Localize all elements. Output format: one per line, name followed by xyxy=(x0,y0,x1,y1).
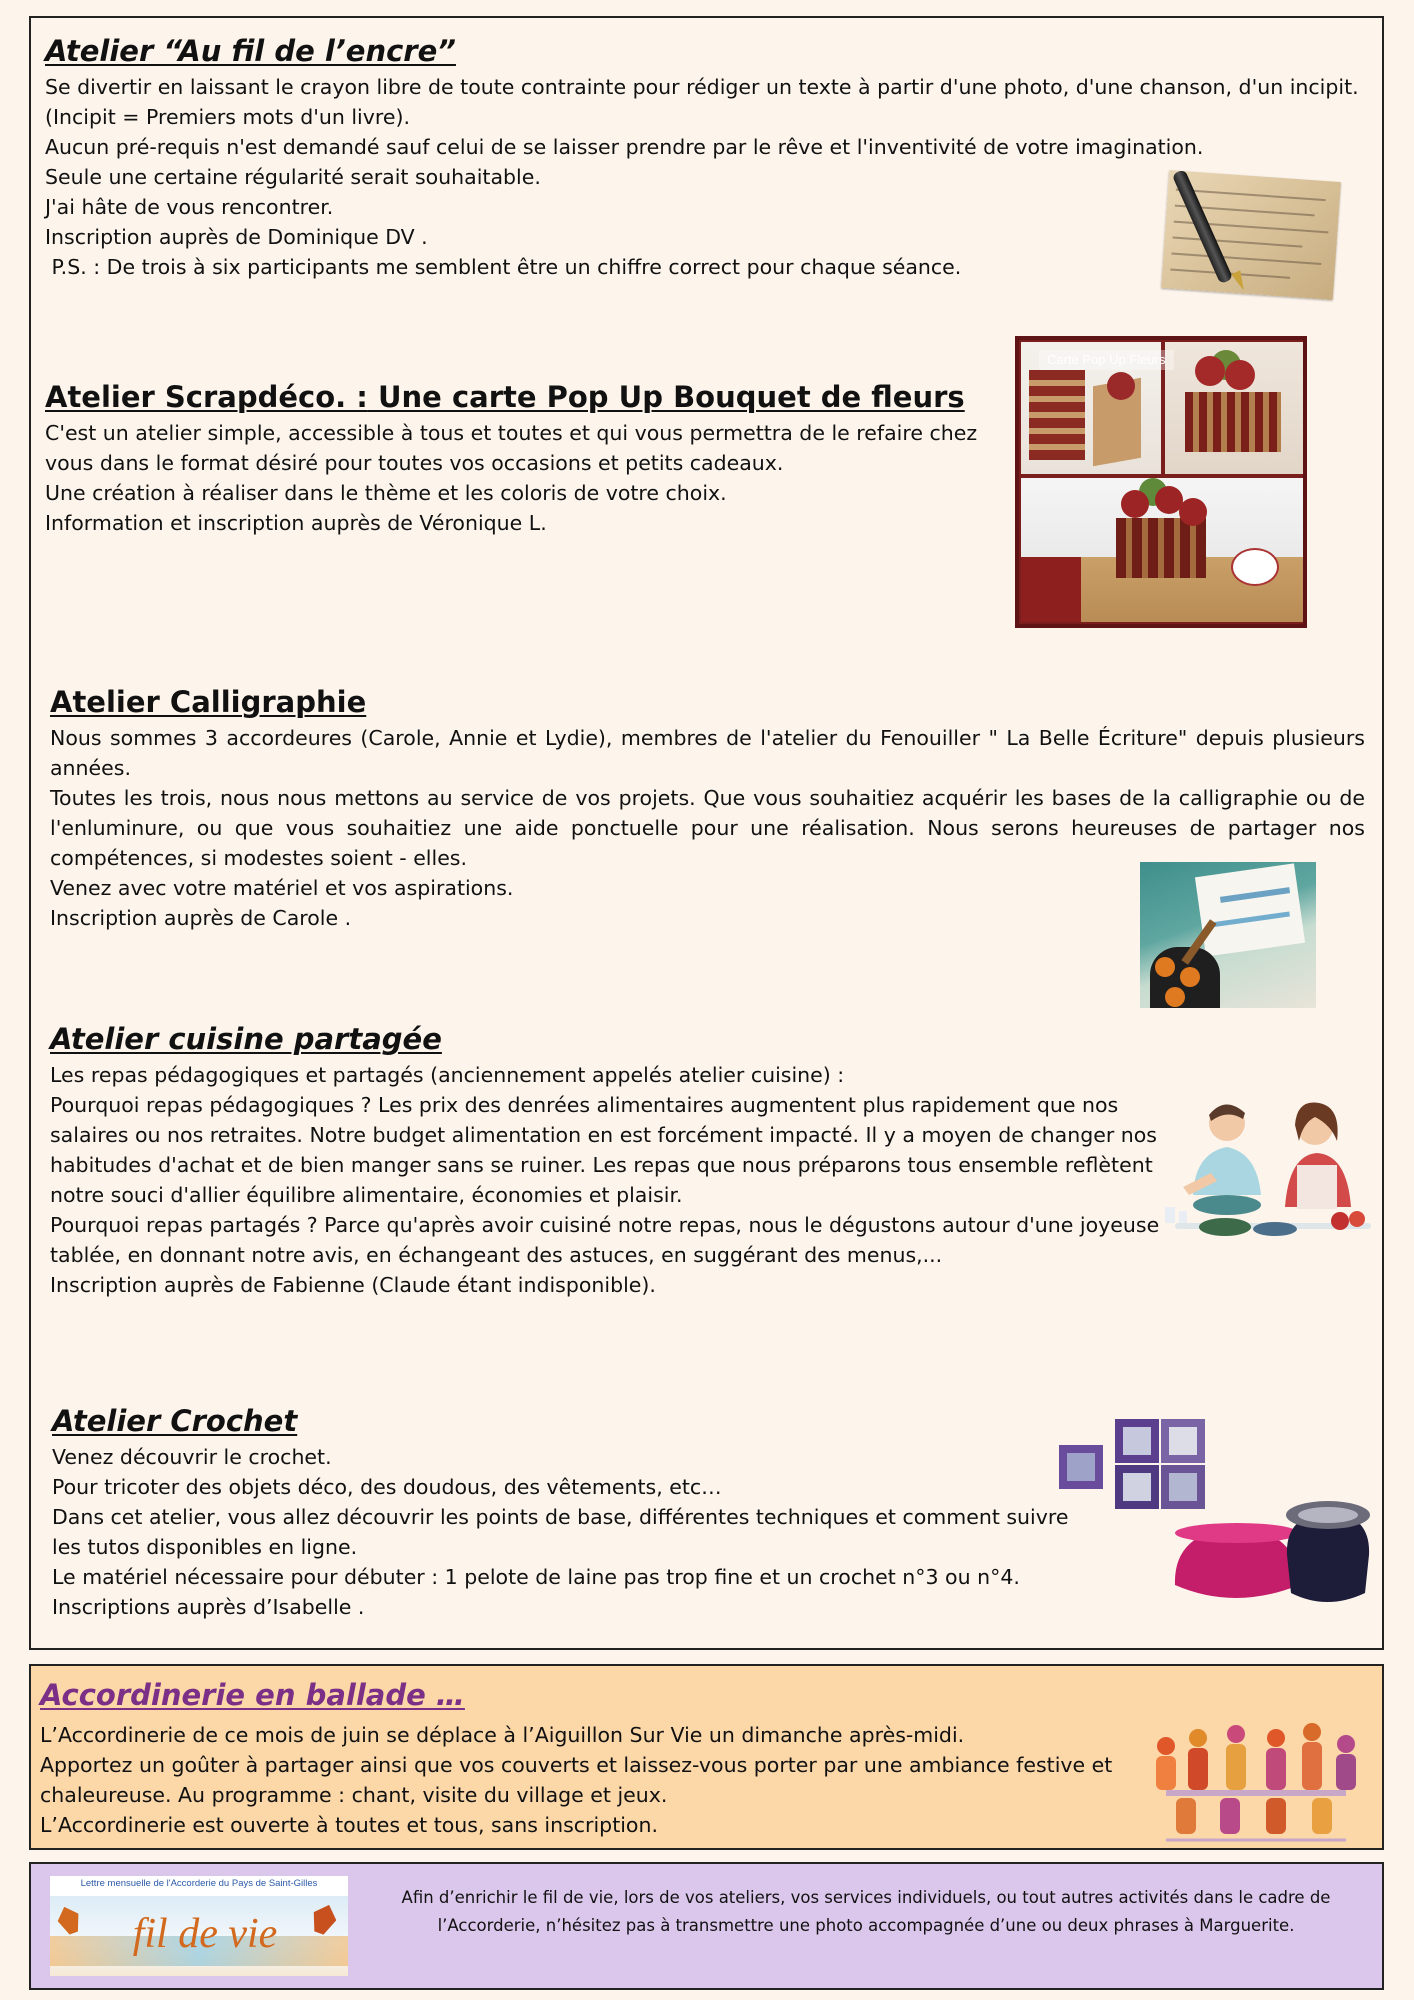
footer-box xyxy=(29,1862,1384,1990)
ballade-line: L’Accordinerie de ce mois de juin se déplace à l’Aiguillon Sur Vie un dimanche après-midi. xyxy=(40,1723,965,1747)
cooking-illustration xyxy=(1165,1095,1377,1255)
crochet-image xyxy=(1055,1415,1377,1615)
atelier-calligraphie-title: Atelier Calligraphie xyxy=(50,685,367,719)
logo-brand: fil de vie xyxy=(132,1911,278,1957)
popup-card-image xyxy=(1015,336,1307,628)
atelier-cuisine-line: notre souci d'allier équilibre alimentaire, économies et plaisir. xyxy=(50,1183,683,1207)
ballade-title: Accordinerie en ballade … xyxy=(40,1678,465,1712)
footer-line: l’Accorderie, n’hésitez pas à transmettre une photo accompagnée d’une ou deux phrases à Marguerite. xyxy=(437,1916,1295,1935)
atelier-scrapdeco-line: Information et inscription auprès de Véronique L. xyxy=(45,511,547,535)
section-atelier-cuisine xyxy=(50,1022,1170,1300)
atelier-cuisine-line: Inscription auprès de Fabienne (Claude étant indisponible). xyxy=(50,1273,656,1297)
atelier-crochet-line: Inscriptions auprès d’Isabelle . xyxy=(52,1595,365,1619)
section-atelier-crochet xyxy=(52,1404,1072,1622)
atelier-scrapdeco-line: C'est un atelier simple, accessible à tous et toutes et qui vous permettra de le refaire chez xyxy=(45,421,978,445)
ballade-box xyxy=(29,1664,1384,1850)
atelier-encre-line: Seule une certaine régularité serait souhaitable. xyxy=(45,165,541,189)
atelier-scrapdeco-title xyxy=(45,380,995,414)
atelier-calligraphie-paragraph: Toutes les trois, nous nous mettons au service de vos projets. Que vous souhaitiez acquérir les bases de la calligraphie ou de l'enluminure, ou que vous souhaitiez une aide ponctuelle pour une réalisation. Nous serons heureuses de partager nos compétences, si modestes soient - elles. xyxy=(50,786,1365,870)
atelier-encre-title: Atelier “Au fil de l’encre” xyxy=(45,34,456,68)
atelier-cuisine-title: Atelier cuisine partagée xyxy=(50,1022,442,1056)
atelier-scrapdeco-title-underlined: Atelier Scrapdéco. : xyxy=(45,380,368,414)
atelier-cuisine-line: salaires ou nos retraites. Notre budget alimentation en est forcément impacté. Il y a moyen de changer nos xyxy=(50,1123,1157,1147)
atelier-cuisine-line: tablée, en donnant notre avis, en échangeant des astuces, en suggérant des menus,... xyxy=(50,1243,943,1267)
atelier-encre-line: J'ai hâte de vous rencontrer. xyxy=(45,195,334,219)
atelier-scrapdeco-line: vous dans le format désiré pour toutes vos occasions et petits cadeaux. xyxy=(45,451,784,475)
atelier-crochet-line: Venez découvrir le crochet. xyxy=(52,1445,332,1469)
popup-card-caption: Carte Pop Up Fleurs xyxy=(1039,350,1174,370)
atelier-scrapdeco-title-rest: Une carte Pop Up Bouquet de fleurs xyxy=(367,380,965,414)
atelier-cuisine-line: Les repas pédagogiques et partagés (anciennement appelés atelier cuisine) : xyxy=(50,1063,845,1087)
footer-text xyxy=(371,1884,1361,1940)
atelier-cuisine-line: Pourquoi repas pédagogiques ? Les prix des denrées alimentaires augmentent plus rapidement que nos xyxy=(50,1093,1119,1117)
footer-line: Afin d’enrichir le fil de vie, lors de vos ateliers, vos services individuels, ou tout autres activités dans le cadre de xyxy=(401,1888,1331,1907)
atelier-cuisine-line: Pourquoi repas partagés ? Parce qu'après avoir cuisiné notre repas, nous le dégustons autour d'une joyeuse xyxy=(50,1213,1160,1237)
ballade-body xyxy=(40,1720,1150,1840)
atelier-crochet-line: les tutos disponibles en ligne. xyxy=(52,1535,358,1559)
atelier-cuisine-line: habitudes d'achat et de bien manger sans se ruiner. Les repas que nous préparons tous ensemble reflètent xyxy=(50,1153,1153,1177)
section-atelier-scrapdeco xyxy=(45,380,995,538)
calligraphy-image xyxy=(1140,862,1316,1008)
ballade-line: Apportez un goûter à partager ainsi que vos couverts et laissez-vous porter par une ambiance festive et xyxy=(40,1753,1113,1777)
atelier-encre-line: Inscription auprès de Dominique DV . xyxy=(45,225,428,249)
atelier-crochet-line: Le matériel nécessaire pour débuter : 1 pelote de laine pas trop fine et un crochet n°3 ou n°4. xyxy=(52,1565,1020,1589)
atelier-encre-line: (Incipit = Premiers mots d'un livre). xyxy=(45,105,410,129)
atelier-encre-line: Aucun pré-requis n'est demandé sauf celui de se laisser prendre par le rêve et l'inventivité de votre imagination. xyxy=(45,135,1204,159)
atelier-calligraphie-paragraph: Venez avec votre matériel et vos aspirations. xyxy=(50,876,514,900)
atelier-encre-line: P.S. : De trois à six participants me semblent être un chiffre correct pour chaque séance. xyxy=(45,255,962,279)
atelier-crochet-line: Pour tricoter des objets déco, des doudous, des vêtements, etc… xyxy=(52,1475,722,1499)
ballade-line: L’Accordinerie est ouverte à toutes et tous, sans inscription. xyxy=(40,1813,658,1837)
atelier-encre-line: Se divertir en laissant le crayon libre de toute contrainte pour rédiger un texte à partir d'une photo, d'une chanson, d'un incipit. xyxy=(45,75,1359,99)
ballade-line: chaleureuse. Au programme : chant, visite du village et jeux. xyxy=(40,1783,668,1807)
fil-de-vie-logo xyxy=(50,1876,348,1976)
logo-tagline: Lettre mensuelle de l'Accorderie du Pays de Saint-Gilles xyxy=(80,1878,318,1889)
atelier-crochet-line: Dans cet atelier, vous allez découvrir les points de base, différentes techniques et comment suivre xyxy=(52,1505,1069,1529)
fountain-pen-image xyxy=(1161,170,1341,300)
atelier-scrapdeco-line: Une création à réaliser dans le thème et les coloris de votre choix. xyxy=(45,481,727,505)
atelier-calligraphie-paragraph: Inscription auprès de Carole . xyxy=(50,906,352,930)
party-illustration xyxy=(1136,1716,1376,1846)
atelier-crochet-title: Atelier Crochet xyxy=(52,1404,298,1438)
atelier-calligraphie-paragraph: Nous sommes 3 accordeures (Carole, Annie et Lydie), membres de l'atelier du Fenouiller " La Belle Écriture" depuis plusieurs années. xyxy=(50,726,1365,780)
